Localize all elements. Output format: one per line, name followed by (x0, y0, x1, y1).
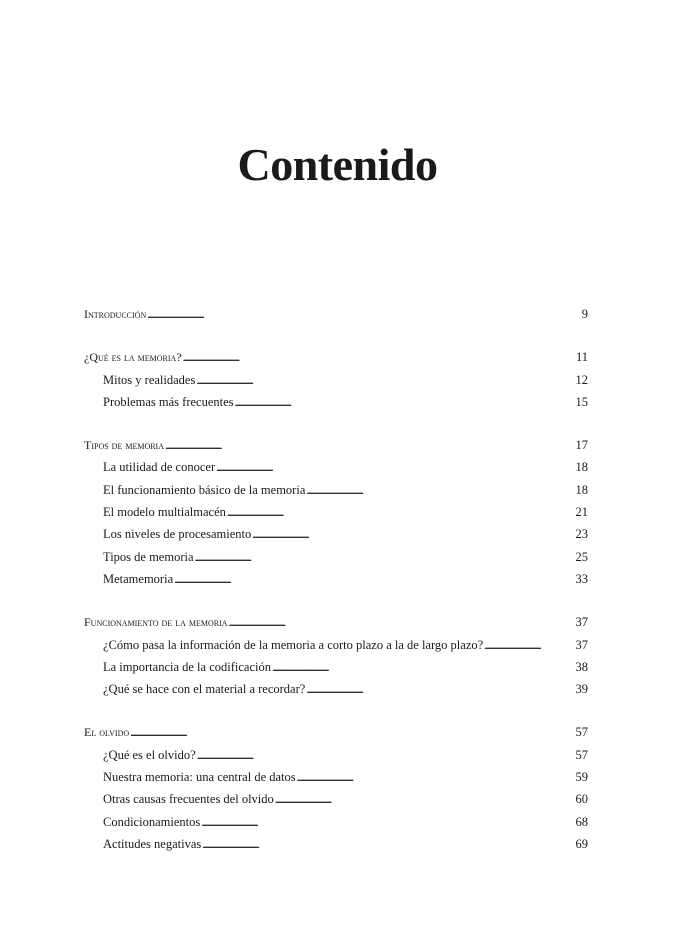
toc-subentry-label: Nuestra memoria: una central de datos (103, 770, 296, 785)
toc-subentry-page: 39 (575, 682, 588, 697)
dot-leader (196, 369, 556, 392)
toc-subentry-label: El modelo multialmacén (103, 505, 226, 520)
toc-subentry (84, 678, 588, 700)
toc-section (84, 611, 588, 700)
toc-subentry-page: 69 (575, 836, 588, 851)
toc-subentry (84, 523, 588, 545)
toc-subentry (84, 479, 588, 501)
toc-entry (84, 346, 588, 368)
toc-entry-label: Tipos de memoria (84, 438, 165, 453)
toc-subentry-page: 38 (575, 659, 588, 674)
toc-subentry-page: 23 (575, 527, 588, 542)
toc-subentry-label: ¿Qué se hace con el material a recordar? (103, 682, 306, 697)
toc-subentry-page: 15 (575, 394, 588, 409)
toc-entry-label: ¿Qué es la memoria? (84, 350, 182, 365)
toc-section (84, 434, 588, 590)
dot-leader (227, 501, 556, 524)
toc-entry-page: 57 (575, 725, 588, 740)
toc-subentry-label: Problemas más frecuentes (103, 394, 234, 409)
toc-subentry (84, 456, 588, 478)
toc-entry-page: 11 (575, 350, 588, 365)
dot-leader (306, 678, 556, 701)
dot-leader (201, 811, 556, 834)
toc-subentry-page: 68 (575, 814, 588, 829)
dot-leader (235, 391, 556, 414)
toc-subentry-page: 57 (575, 747, 588, 762)
dot-leader (484, 634, 556, 657)
toc-subentry (84, 656, 588, 678)
toc-subentry (84, 369, 588, 391)
dot-leader (197, 744, 556, 767)
toc-subentry-page: 37 (575, 637, 588, 652)
dot-leader (275, 788, 556, 811)
toc-subentry (84, 546, 588, 568)
toc-subentry-label: Los niveles de procesamiento (103, 527, 252, 542)
toc-subentry-label: ¿Cómo pasa la información de la memoria a corto plazo a la de largo plazo? (103, 637, 484, 652)
dot-leader (147, 303, 556, 326)
toc-subentry (84, 833, 588, 855)
dot-leader (216, 456, 556, 479)
dot-leader (195, 546, 556, 569)
dot-leader (252, 523, 556, 546)
toc-subentry-label: Tipos de memoria (103, 549, 194, 564)
toc-subentry (84, 634, 588, 656)
toc-subentry (84, 568, 588, 590)
dot-leader (165, 434, 556, 457)
toc-subentry-page: 59 (575, 770, 588, 785)
toc-entry (84, 721, 588, 743)
toc-entry-page: 9 (581, 307, 588, 321)
dot-leader (183, 346, 556, 369)
toc-subentry-label: Mitos y realidades (103, 372, 196, 387)
toc-subentry-label: La utilidad de conocer (103, 460, 216, 475)
toc-subentry-page: 12 (575, 372, 588, 387)
dot-leader (174, 568, 556, 591)
toc-entry-page: 37 (575, 615, 588, 630)
toc-entry-label: Introducción (84, 307, 147, 321)
toc-subentry-label: Metamemoria (103, 571, 174, 586)
dot-leader (306, 479, 556, 502)
toc-subentry-label: Condicionamientos (103, 814, 201, 829)
dot-leader (229, 611, 556, 634)
toc-subentry-page: 18 (575, 460, 588, 475)
dot-leader (202, 833, 556, 856)
toc-subentry-label: ¿Qué es el olvido? (103, 747, 196, 762)
toc-section (84, 721, 588, 855)
toc-subentry-page: 21 (575, 505, 588, 520)
toc-entry (84, 303, 588, 325)
toc-subentry-label: El funcionamiento básico de la memoria (103, 482, 306, 497)
dot-leader (130, 721, 556, 744)
toc-entry-label: Funcionamiento de la memoria (84, 615, 228, 630)
toc-subentry (84, 766, 588, 788)
toc-subentry (84, 744, 588, 766)
toc-section (84, 303, 588, 325)
toc-subentry (84, 811, 588, 833)
toc-entry (84, 611, 588, 633)
dot-leader (297, 766, 556, 789)
toc-subentry-label: Otras causas frecuentes del olvido (103, 792, 274, 807)
toc-entry (84, 434, 588, 456)
toc-subentry-label: Actitudes negativas (103, 836, 202, 851)
toc-section (84, 346, 588, 413)
dot-leader (272, 656, 556, 679)
toc-subentry (84, 501, 588, 523)
toc-subentry-page: 60 (575, 792, 588, 807)
page-title: Contenido (237, 139, 438, 190)
table-of-contents (84, 303, 588, 876)
toc-subentry-page: 18 (575, 482, 588, 497)
toc-subentry-page: 25 (575, 549, 588, 564)
toc-subentry (84, 391, 588, 413)
toc-subentry-page: 33 (575, 571, 588, 586)
toc-subentry-label: La importancia de la codificación (103, 659, 271, 674)
toc-entry-label: El olvido (84, 725, 130, 740)
toc-entry-page: 17 (575, 438, 588, 453)
toc-subentry (84, 788, 588, 810)
